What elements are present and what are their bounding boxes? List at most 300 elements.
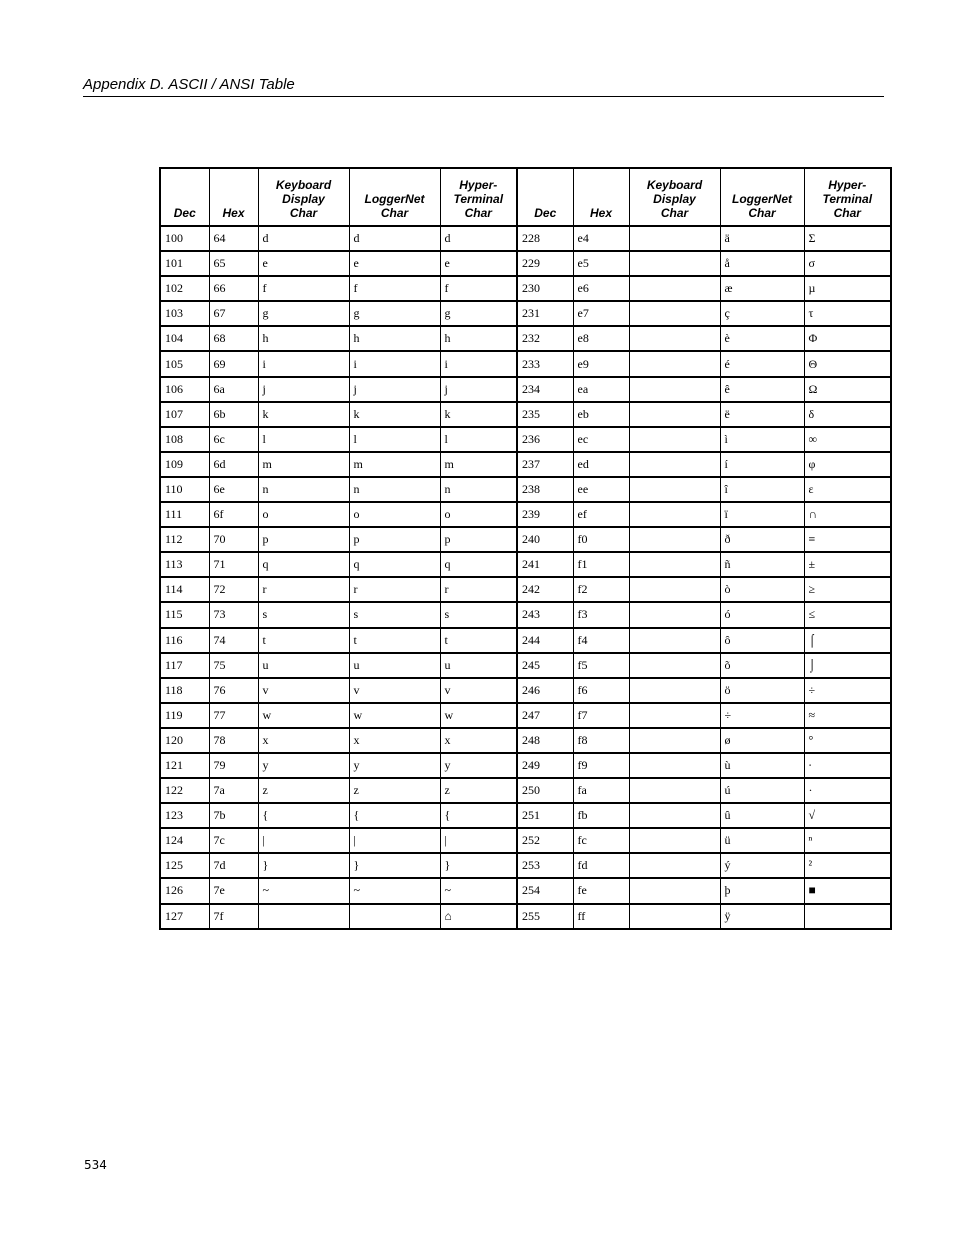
- table-cell: f9: [573, 753, 629, 778]
- table-cell: l: [258, 427, 349, 452]
- table-cell: w: [349, 703, 440, 728]
- table-cell: 116: [160, 628, 209, 653]
- column-header: [160, 168, 209, 226]
- table-cell: g: [258, 301, 349, 326]
- table-row: [160, 577, 891, 602]
- column-header-line: LoggerNet: [364, 192, 425, 206]
- table-cell: g: [440, 301, 517, 326]
- table-cell: 78: [209, 728, 258, 753]
- table-cell: 121: [160, 753, 209, 778]
- table-cell: k: [440, 402, 517, 427]
- table-row: [160, 878, 891, 903]
- table-cell: ²: [804, 853, 891, 878]
- table-cell: s: [258, 602, 349, 627]
- column-header-line: Display: [282, 192, 325, 206]
- table-cell: ÷: [804, 678, 891, 703]
- table-cell: ð: [720, 527, 804, 552]
- table-cell: 245: [517, 653, 573, 678]
- column-header: [804, 168, 891, 226]
- table-cell: [629, 477, 720, 502]
- table-cell: p: [440, 527, 517, 552]
- table-cell: 67: [209, 301, 258, 326]
- table-cell: 232: [517, 326, 573, 351]
- table-cell: 6a: [209, 377, 258, 402]
- table-cell: {: [440, 803, 517, 828]
- table-cell: 254: [517, 878, 573, 903]
- table-cell: [629, 602, 720, 627]
- table-cell: j: [440, 377, 517, 402]
- table-row: [160, 828, 891, 853]
- table-cell: k: [349, 402, 440, 427]
- table-cell: ed: [573, 452, 629, 477]
- table-cell: ê: [720, 377, 804, 402]
- table-body: [160, 226, 891, 929]
- table-cell: [629, 753, 720, 778]
- table-cell: ea: [573, 377, 629, 402]
- table-cell: 6f: [209, 502, 258, 527]
- table-cell: ∙: [804, 753, 891, 778]
- table-cell: 253: [517, 853, 573, 878]
- table-cell: z: [258, 778, 349, 803]
- table-cell: ⌠: [804, 628, 891, 653]
- table-cell: y: [440, 753, 517, 778]
- table-cell: [629, 552, 720, 577]
- table-cell: }: [440, 853, 517, 878]
- table-cell: f: [258, 276, 349, 301]
- table-cell: 246: [517, 678, 573, 703]
- table-cell: [629, 853, 720, 878]
- table-cell: 112: [160, 527, 209, 552]
- table-cell: v: [440, 678, 517, 703]
- table-cell: [629, 803, 720, 828]
- table-cell: ⌂: [440, 904, 517, 929]
- table-cell: 241: [517, 552, 573, 577]
- table-cell: σ: [804, 251, 891, 276]
- table-cell: Φ: [804, 326, 891, 351]
- column-header-line: Char: [833, 206, 861, 220]
- table-cell: 106: [160, 377, 209, 402]
- table-cell: ≈: [804, 703, 891, 728]
- table-cell: [629, 577, 720, 602]
- table-cell: l: [440, 427, 517, 452]
- table-row: [160, 326, 891, 351]
- table-cell: 100: [160, 226, 209, 251]
- table-cell: ä: [720, 226, 804, 251]
- table-cell: 68: [209, 326, 258, 351]
- table-cell: [629, 326, 720, 351]
- column-header-line: Display: [653, 192, 696, 206]
- table-cell: 235: [517, 402, 573, 427]
- table-cell: 240: [517, 527, 573, 552]
- table-cell: [629, 653, 720, 678]
- table-cell: i: [440, 351, 517, 376]
- column-header-line: Dec: [173, 206, 196, 220]
- table-row: [160, 803, 891, 828]
- table-cell: f1: [573, 552, 629, 577]
- table-cell: 7c: [209, 828, 258, 853]
- table-cell: fe: [573, 878, 629, 903]
- table-cell: 102: [160, 276, 209, 301]
- table-cell: 104: [160, 326, 209, 351]
- table-cell: m: [349, 452, 440, 477]
- page-header: [83, 76, 884, 97]
- table-cell: [629, 502, 720, 527]
- table-cell: 7e: [209, 878, 258, 903]
- table-cell: v: [258, 678, 349, 703]
- table-cell: [258, 904, 349, 929]
- table-cell: o: [440, 502, 517, 527]
- table-cell: f: [349, 276, 440, 301]
- table-row: [160, 527, 891, 552]
- table-cell: 117: [160, 653, 209, 678]
- table-cell: }: [258, 853, 349, 878]
- table-cell: l: [349, 427, 440, 452]
- table-cell: e: [349, 251, 440, 276]
- table-cell: 228: [517, 226, 573, 251]
- table-cell: e: [258, 251, 349, 276]
- table-cell: n: [258, 477, 349, 502]
- table-cell: z: [440, 778, 517, 803]
- table-cell: x: [440, 728, 517, 753]
- table-cell: t: [258, 628, 349, 653]
- table-cell: 230: [517, 276, 573, 301]
- table-cell: ef: [573, 502, 629, 527]
- table-cell: 72: [209, 577, 258, 602]
- table-cell: 119: [160, 703, 209, 728]
- column-header-line: Dec: [534, 206, 557, 220]
- table-cell: 243: [517, 602, 573, 627]
- table-cell: ì: [720, 427, 804, 452]
- column-header: [573, 168, 629, 226]
- table-cell: ≡: [804, 527, 891, 552]
- column-header: [517, 168, 573, 226]
- table-cell: é: [720, 351, 804, 376]
- table-cell: í: [720, 452, 804, 477]
- table-cell: 70: [209, 527, 258, 552]
- table-cell: 127: [160, 904, 209, 929]
- table-cell: 71: [209, 552, 258, 577]
- table-cell: 64: [209, 226, 258, 251]
- table-cell: φ: [804, 452, 891, 477]
- table-cell: r: [258, 577, 349, 602]
- table-cell: ~: [349, 878, 440, 903]
- table-cell: 252: [517, 828, 573, 853]
- table-row: [160, 351, 891, 376]
- table-cell: [629, 778, 720, 803]
- table-cell: |: [349, 828, 440, 853]
- table-cell: ~: [258, 878, 349, 903]
- table-row: [160, 251, 891, 276]
- table-cell: 236: [517, 427, 573, 452]
- table-cell: ù: [720, 753, 804, 778]
- table-cell: 77: [209, 703, 258, 728]
- table-row: [160, 778, 891, 803]
- table-cell: ÿ: [720, 904, 804, 929]
- table-cell: 111: [160, 502, 209, 527]
- ascii-ansi-table: [159, 167, 892, 930]
- table-row: [160, 703, 891, 728]
- table-row: [160, 678, 891, 703]
- table-cell: r: [440, 577, 517, 602]
- table-cell: 105: [160, 351, 209, 376]
- table-row: [160, 853, 891, 878]
- table-cell: 249: [517, 753, 573, 778]
- table-cell: f5: [573, 653, 629, 678]
- table-cell: þ: [720, 878, 804, 903]
- column-header-line: Hyper-: [828, 178, 867, 192]
- table-cell: å: [720, 251, 804, 276]
- table-cell: °: [804, 728, 891, 753]
- table-cell: ÷: [720, 703, 804, 728]
- table-cell: v: [349, 678, 440, 703]
- column-header-line: LoggerNet: [732, 192, 792, 206]
- table-cell: f8: [573, 728, 629, 753]
- table-cell: 103: [160, 301, 209, 326]
- table-cell: [629, 878, 720, 903]
- column-header-line: Terminal: [453, 192, 504, 206]
- table-cell: f2: [573, 577, 629, 602]
- page-number: 534: [84, 1158, 107, 1172]
- table-cell: 247: [517, 703, 573, 728]
- table-cell: ó: [720, 602, 804, 627]
- column-header-line: Char: [289, 206, 318, 220]
- table-cell: fb: [573, 803, 629, 828]
- table-cell: ⌡: [804, 653, 891, 678]
- table-cell: ≤: [804, 602, 891, 627]
- table-cell: 122: [160, 778, 209, 803]
- table-cell: f3: [573, 602, 629, 627]
- table-cell: 66: [209, 276, 258, 301]
- table-cell: ô: [720, 628, 804, 653]
- table-cell: √: [804, 803, 891, 828]
- table-cell: p: [349, 527, 440, 552]
- table-cell: ò: [720, 577, 804, 602]
- table-cell: 6e: [209, 477, 258, 502]
- table-cell: h: [258, 326, 349, 351]
- table-cell: ∩: [804, 502, 891, 527]
- table-row: [160, 276, 891, 301]
- table-cell: [629, 301, 720, 326]
- table-cell: q: [258, 552, 349, 577]
- table-row: [160, 602, 891, 627]
- table-cell: [629, 276, 720, 301]
- table-cell: h: [440, 326, 517, 351]
- table-cell: u: [349, 653, 440, 678]
- table-row: [160, 301, 891, 326]
- column-header-line: Char: [380, 206, 409, 220]
- table-cell: 110: [160, 477, 209, 502]
- table-cell: o: [258, 502, 349, 527]
- table-cell: 74: [209, 628, 258, 653]
- table-cell: [629, 452, 720, 477]
- table-cell: i: [349, 351, 440, 376]
- column-header-line: Hex: [589, 206, 612, 220]
- table-cell: ø: [720, 728, 804, 753]
- table-cell: [349, 904, 440, 929]
- table-cell: δ: [804, 402, 891, 427]
- table-cell: Θ: [804, 351, 891, 376]
- table-cell: ⁿ: [804, 828, 891, 853]
- table-cell: q: [440, 552, 517, 577]
- table-cell: |: [440, 828, 517, 853]
- column-header-line: Hyper-: [459, 178, 498, 192]
- table-cell: ■: [804, 878, 891, 903]
- table-cell: 65: [209, 251, 258, 276]
- table-cell: 123: [160, 803, 209, 828]
- table-cell: fd: [573, 853, 629, 878]
- table-cell: n: [349, 477, 440, 502]
- table-cell: 7d: [209, 853, 258, 878]
- table-cell: 113: [160, 552, 209, 577]
- table-cell: 251: [517, 803, 573, 828]
- table-cell: 75: [209, 653, 258, 678]
- table-cell: e8: [573, 326, 629, 351]
- column-header: [720, 168, 804, 226]
- table-cell: ñ: [720, 552, 804, 577]
- table-cell: 255: [517, 904, 573, 929]
- table-cell: fa: [573, 778, 629, 803]
- table-cell: m: [440, 452, 517, 477]
- table-cell: 101: [160, 251, 209, 276]
- table-cell: f4: [573, 628, 629, 653]
- table-cell: 233: [517, 351, 573, 376]
- table-cell: j: [349, 377, 440, 402]
- column-header: [349, 168, 440, 226]
- table-cell: ë: [720, 402, 804, 427]
- table-cell: |: [258, 828, 349, 853]
- table-cell: m: [258, 452, 349, 477]
- table-cell: {: [258, 803, 349, 828]
- table-cell: 238: [517, 477, 573, 502]
- table-cell: 6c: [209, 427, 258, 452]
- table-cell: e6: [573, 276, 629, 301]
- table-cell: [629, 427, 720, 452]
- table-row: [160, 377, 891, 402]
- table-cell: t: [349, 628, 440, 653]
- table-row: [160, 552, 891, 577]
- table-cell: ý: [720, 853, 804, 878]
- table-cell: 242: [517, 577, 573, 602]
- table-row: [160, 477, 891, 502]
- table-cell: i: [258, 351, 349, 376]
- table-cell: 7b: [209, 803, 258, 828]
- table-cell: ff: [573, 904, 629, 929]
- table-cell: r: [349, 577, 440, 602]
- table-cell: µ: [804, 276, 891, 301]
- table-cell: 76: [209, 678, 258, 703]
- table-cell: [804, 904, 891, 929]
- table-cell: τ: [804, 301, 891, 326]
- table-cell: e9: [573, 351, 629, 376]
- table-cell: w: [258, 703, 349, 728]
- table-cell: 7f: [209, 904, 258, 929]
- table-cell: k: [258, 402, 349, 427]
- table-row: [160, 402, 891, 427]
- column-header: [258, 168, 349, 226]
- table-cell: æ: [720, 276, 804, 301]
- table-cell: 109: [160, 452, 209, 477]
- table-cell: x: [349, 728, 440, 753]
- table-cell: 73: [209, 602, 258, 627]
- table-row: [160, 628, 891, 653]
- table-cell: e7: [573, 301, 629, 326]
- table-cell: [629, 527, 720, 552]
- table-cell: ee: [573, 477, 629, 502]
- table-cell: 107: [160, 402, 209, 427]
- table-cell: [629, 828, 720, 853]
- table-cell: 7a: [209, 778, 258, 803]
- column-header: [209, 168, 258, 226]
- table-cell: ü: [720, 828, 804, 853]
- table-cell: [629, 628, 720, 653]
- table-cell: 108: [160, 427, 209, 452]
- table-cell: s: [349, 602, 440, 627]
- table-cell: ∞: [804, 427, 891, 452]
- table-cell: [629, 678, 720, 703]
- table-cell: 115: [160, 602, 209, 627]
- table-cell: 114: [160, 577, 209, 602]
- table-cell: u: [258, 653, 349, 678]
- table-cell: 231: [517, 301, 573, 326]
- table-cell: ·: [804, 778, 891, 803]
- page-header-title: Appendix D. ASCII / ANSI Table: [83, 76, 295, 93]
- table-cell: f0: [573, 527, 629, 552]
- table-cell: u: [440, 653, 517, 678]
- table-cell: 125: [160, 853, 209, 878]
- table-cell: 229: [517, 251, 573, 276]
- table-cell: 124: [160, 828, 209, 853]
- table-cell: Ω: [804, 377, 891, 402]
- table-cell: 244: [517, 628, 573, 653]
- table-cell: 120: [160, 728, 209, 753]
- table-row: [160, 728, 891, 753]
- table-cell: n: [440, 477, 517, 502]
- table-cell: 234: [517, 377, 573, 402]
- table-cell: e4: [573, 226, 629, 251]
- table-cell: }: [349, 853, 440, 878]
- table-cell: û: [720, 803, 804, 828]
- table-cell: g: [349, 301, 440, 326]
- table-row: [160, 452, 891, 477]
- table-cell: 6b: [209, 402, 258, 427]
- column-header-line: Char: [660, 206, 689, 220]
- table-cell: d: [349, 226, 440, 251]
- table-cell: p: [258, 527, 349, 552]
- table-cell: s: [440, 602, 517, 627]
- table-cell: ï: [720, 502, 804, 527]
- table-cell: ö: [720, 678, 804, 703]
- column-header-line: Terminal: [822, 192, 873, 206]
- table-cell: {: [349, 803, 440, 828]
- table-row: [160, 427, 891, 452]
- table-cell: fc: [573, 828, 629, 853]
- table-cell: 79: [209, 753, 258, 778]
- column-header: [629, 168, 720, 226]
- table-row: [160, 904, 891, 929]
- column-header-line: Char: [464, 206, 492, 220]
- table-cell: ±: [804, 552, 891, 577]
- table-row: [160, 753, 891, 778]
- table-cell: e5: [573, 251, 629, 276]
- table-cell: ε: [804, 477, 891, 502]
- table-cell: [629, 728, 720, 753]
- table-row: [160, 653, 891, 678]
- table-header-row: [160, 168, 891, 226]
- table-cell: d: [440, 226, 517, 251]
- table-cell: eb: [573, 402, 629, 427]
- table-cell: f: [440, 276, 517, 301]
- table-cell: Σ: [804, 226, 891, 251]
